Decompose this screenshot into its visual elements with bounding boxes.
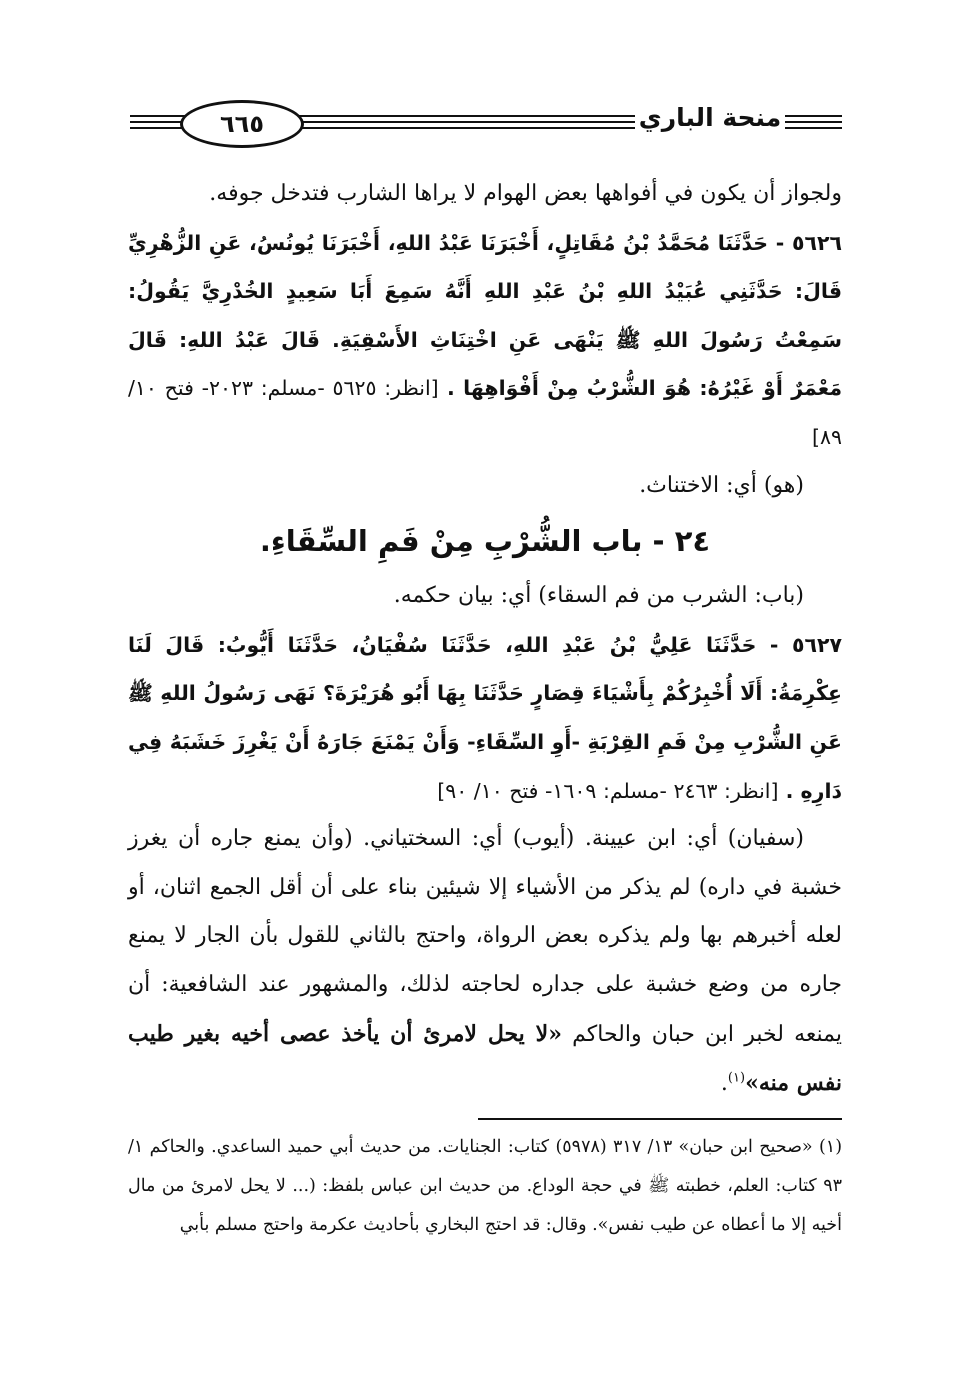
page-header [130,95,842,155]
chapter-title: ٢٤ - باب الشُّرْبِ مِنْ فَمِ السِّقَاءِ. [259,524,711,559]
paragraph: (باب: الشرب من فم السقاء) أي: بيان حكمه. [393,583,804,609]
hadith-reference: [انظر: ٥٦٢٥ -مسلم: ٢٠٢٣- فتح ١٠/ ٨٩] [128,376,842,449]
footnote-marker[interactable]: (١) [727,1070,746,1086]
paragraph: (هو) أي: الاختناث. [639,472,804,498]
running-title: منحة الباري [635,103,785,132]
footnote-1: (١) «صحيح ابن حبان» ١٣/ ٣١٧ (٥٩٧٨) كتاب: الجنايات. من حديث أبي حميد الساعدي. والحاكم ١/ ٩٣ كتاب: العلم، خطبته ﷺ في حجة الوداع. من حديث ابن عباس بلفظ: (... لا يحل لامرئ من مال أخيه إلا ما أعطاه عن طيب نفس». وقال: قد احتج البخاري بأحاديث عكرمة واحتج مسلم بأبي [128,1137,843,1235]
paragraph: ولجواز أن يكون في أفواهها بعض الهوام لا يراها الشارب فتدخل جوفه. [209,181,842,206]
hadith-reference: [انظر: ٢٤٦٣ -مسلم: ١٦٠٩- فتح ١٠/ ٩٠] [437,778,779,803]
hadith-text: ٥٦٢٧ - حَدَّثَنَا عَلِيُّ بْنُ عَبْدِ اللهِ، حَدَّثَنَا سُفْيَانُ، حَدَّثَنَا أَيُّوبُ: قَالَ لَنَا عِكْرِمَةُ: أَلَا أُخْبِرُكُمْ بِأَشْيَاءَ قِصَارٍ حَدَّثَنَا بِهَا أَبُو هُرَيْرَةَ؟ نَهَى رَسُولُ اللهِ ﷺ عَنِ الشُّرْبِ مِنْ فَمِ القِرْبَةِ -أَوِ السِّقَاءِ- وَأَنْ يَمْنَعَ جَارَهُ أَنْ يَغْرِزَ خَشَبَهُ فِي دَارِهِ . [128,632,842,803]
hadith-5627 [128,621,842,815]
punctuation: . [720,1071,728,1097]
commentary-paragraph [128,815,842,1109]
main-text [128,170,842,1109]
commentary-text: (سفيان) أي: ابن عيينة. (أيوب) أي: السختياني. (وأن يمنع جاره أن يغرز خشبة في داره) لم يذكر من الأشياء إلا شيئين بناء على أن أقل الجمع اثنان، أو لعله أخبرهم بها ولم يذكره بعض الرواة، واحتج بالثاني للقول بأن الجار لا يمنع جاره من وضع خشبة على جداره لحاجته لذلك، والمشهور عند الشافعية: أن يمنعه لخبر ابن حبان والحاكم [128,826,842,1047]
page-number: ٦٦٥ [180,100,304,148]
footnote-separator [478,1118,842,1120]
hadith-text: ٥٦٢٦ - حَدَّثَنَا مُحَمَّدُ بْنُ مُقَاتِلٍ، أَخْبَرَنَا عَبْدُ اللهِ، أَخْبَرَنَا يُونُسُ، عَنِ الزُّهْرِيِّ قَالَ: حَدَّثَنِي عُبَيْدُ اللهِ بْنُ عَبْدِ اللهِ أَنَّهُ سَمِعَ أَبَا سَعِيدٍ الخُدْرِيَّ يَقُولُ: سَمِعْتُ رَسُولَ اللهِ ﷺ يَنْهَى عَنِ اخْتِنَاثِ الأَسْقِيَةِ. قَالَ عَبْدُ اللهِ: قَالَ مَعْمَرٌ أَوْ غَيْرُهُ: هُوَ الشُّرْبُ مِنْ أَفْوَاهِهَا . [128,230,843,401]
hadith-5626 [128,219,842,462]
footnotes [128,1128,842,1245]
quoted-hadith: «لا يحل لامرئ أن يأخذ عصى أخيه بغير طيب نفس منه» [128,1020,842,1097]
